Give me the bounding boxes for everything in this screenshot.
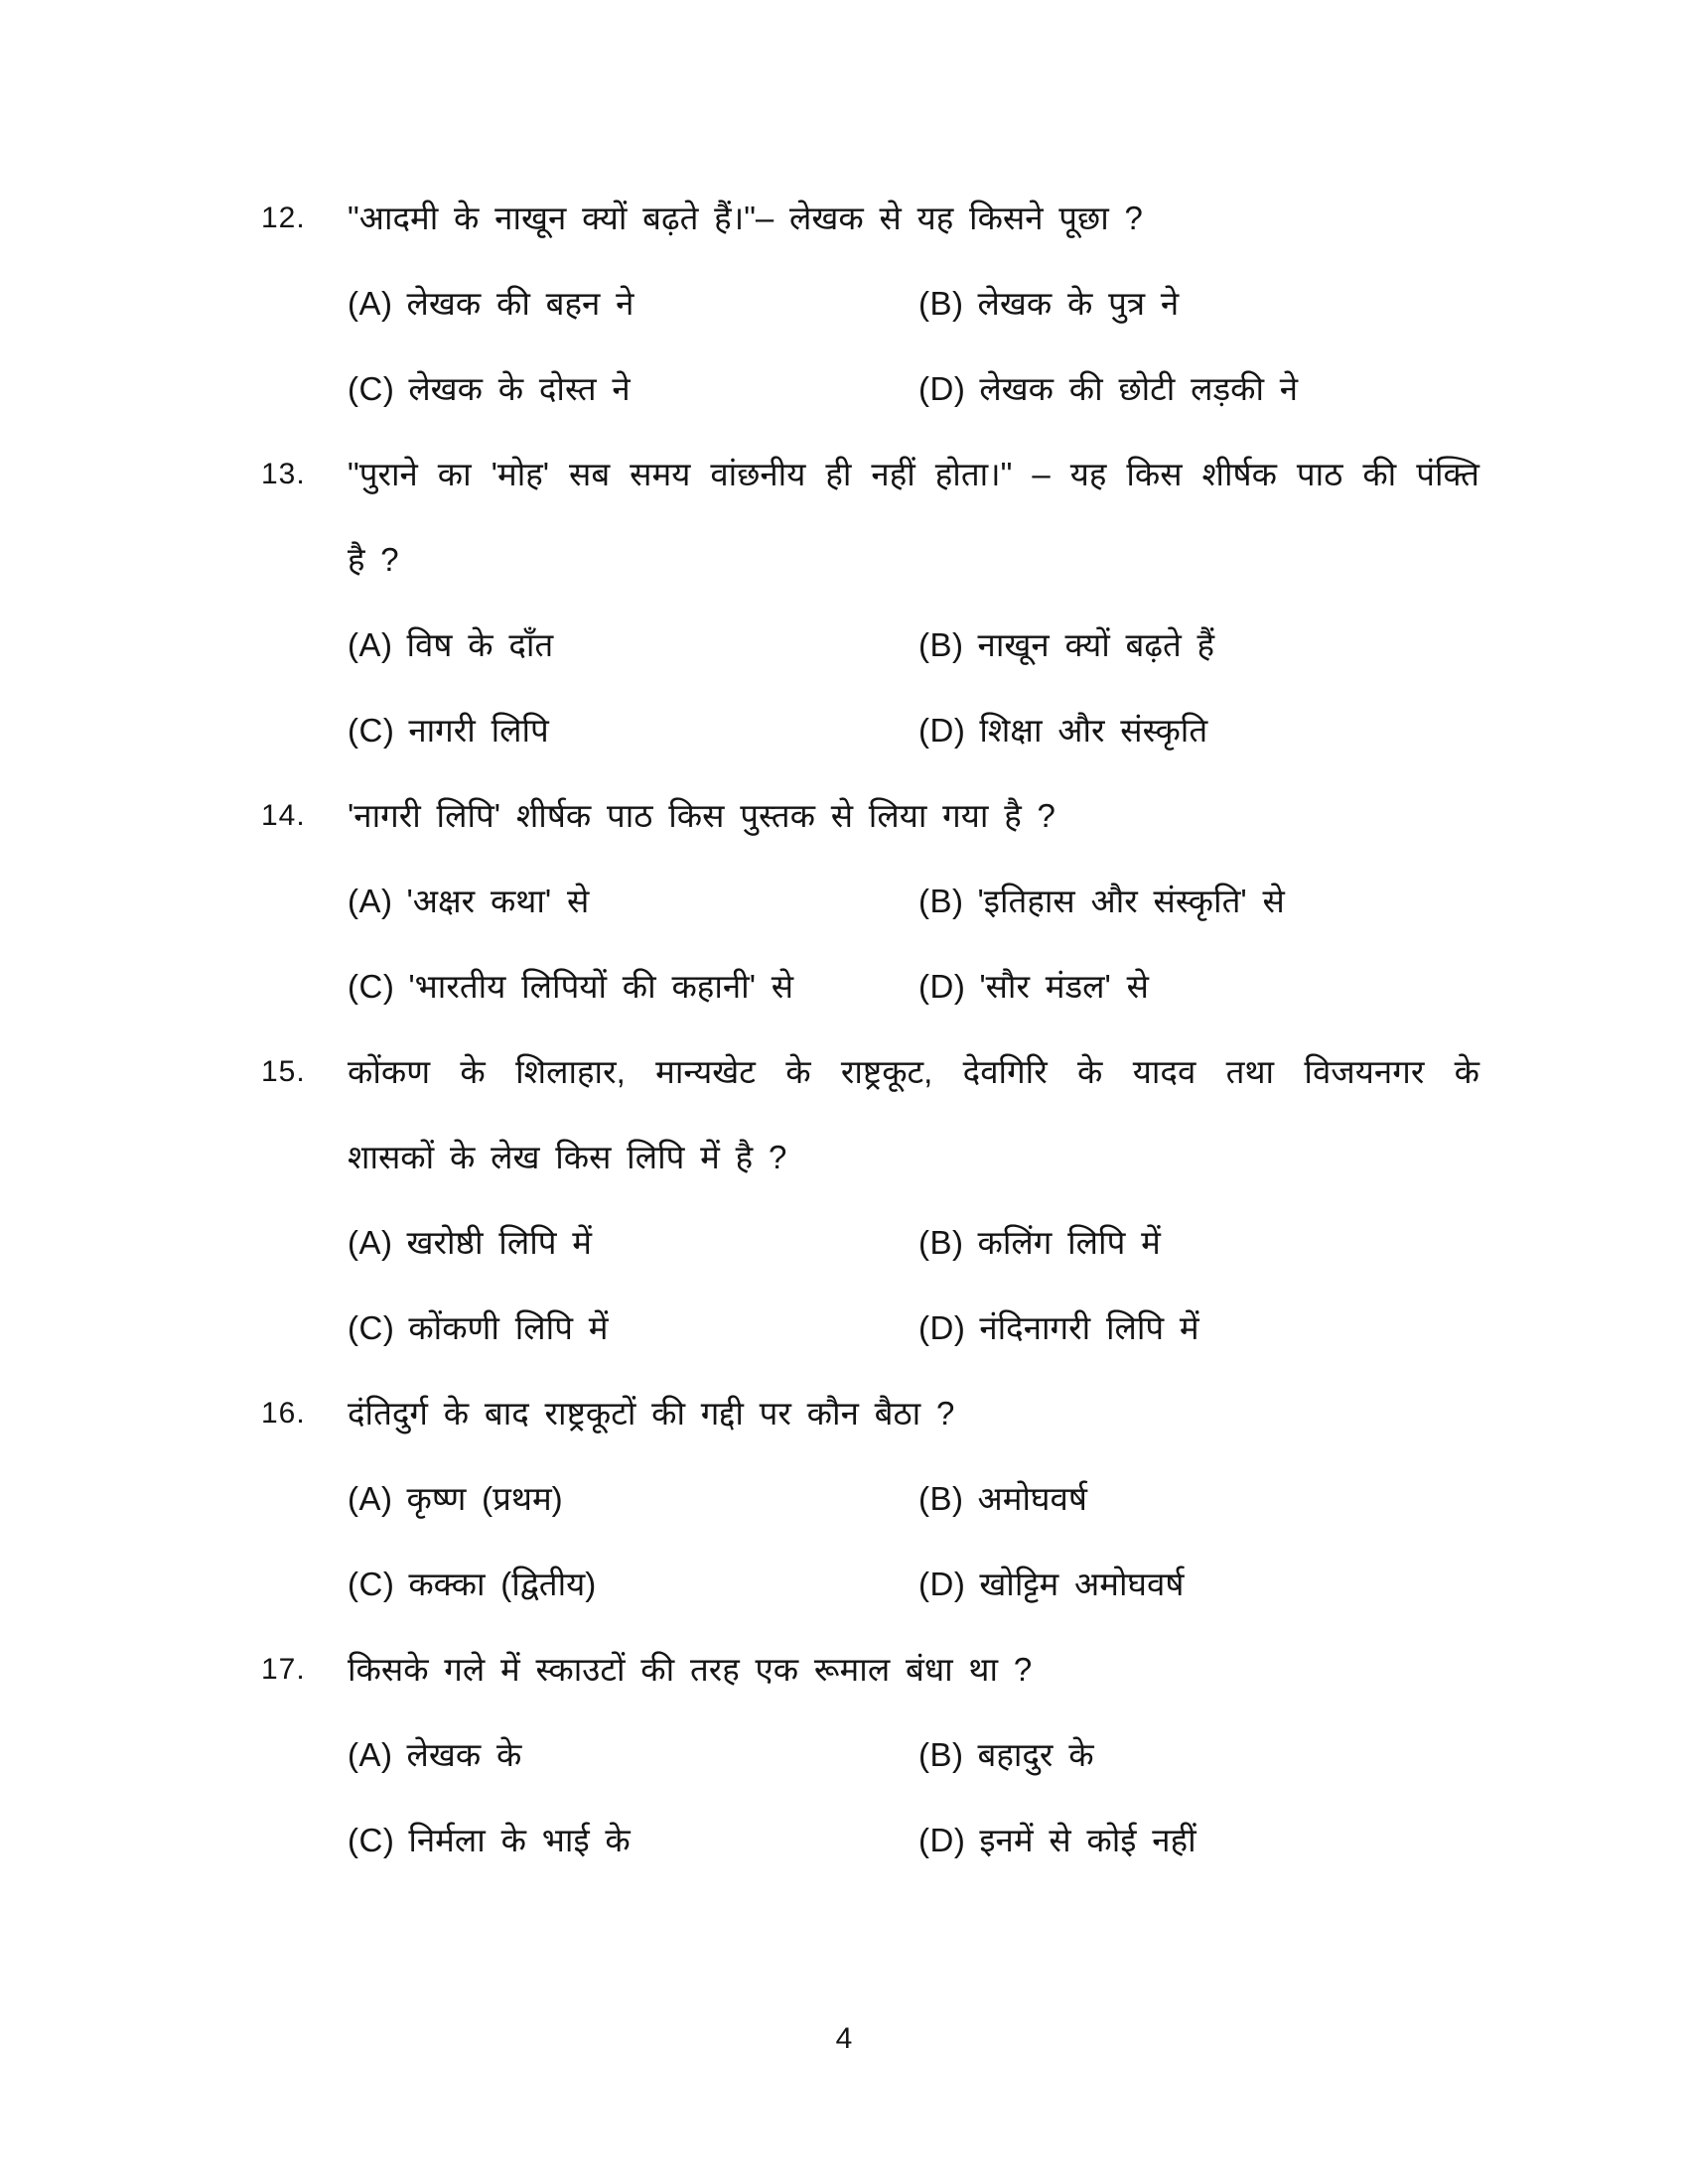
option-text: शिक्षा और संस्कृति [979, 712, 1208, 749]
option-text: लेखक के [406, 1736, 522, 1773]
question-text: दंतिदुर्ग के बाद राष्ट्रकूटों की गद्दी पर कौन बैठा ? [348, 1395, 955, 1432]
option-label: (C) [348, 1309, 395, 1346]
option-text: लेखक के दोस्त ने [408, 370, 631, 407]
option-d [918, 1814, 1479, 1866]
option-text: लेखक की बहन ने [406, 285, 634, 322]
options-group [348, 1728, 1479, 1866]
option-d [918, 960, 1479, 1013]
option-text: बहादुर के [977, 1736, 1094, 1773]
option-b [918, 277, 1479, 330]
question-14 [261, 789, 1479, 1013]
option-text: 'अक्षर कथा' से [406, 883, 590, 919]
option-b [918, 1728, 1479, 1781]
option-a [348, 875, 918, 927]
option-text: लेखक के पुत्र ने [977, 285, 1180, 322]
option-c [348, 362, 918, 415]
question-17 [261, 1643, 1479, 1866]
options-group [348, 618, 1479, 756]
option-text: निर्मला के भाई के [408, 1822, 631, 1858]
option-label: (A) [348, 1224, 393, 1261]
option-d [918, 704, 1479, 756]
option-d [918, 362, 1479, 415]
option-text: अमोघवर्ष [977, 1480, 1087, 1517]
question-text-line-2: है ? [348, 541, 399, 578]
option-c [348, 1558, 918, 1610]
question-text: कोंकण के शिलाहार, मान्यखेट के राष्ट्रकूट, देवगिरि के यादव तथा विजयनगर के [348, 1053, 1479, 1090]
option-label: (D) [918, 1309, 966, 1346]
option-b [918, 1216, 1479, 1269]
option-text: लेखक की छोटी लड़की ने [979, 370, 1299, 407]
page-number: 4 [835, 2022, 853, 2055]
question-text: "पुराने का 'मोह' सब समय वांछनीय ही नहीं होता।" – यह किस शीर्षक पाठ की पंक्ति [348, 456, 1479, 492]
option-label: (C) [348, 1566, 395, 1602]
option-label: (B) [918, 1480, 964, 1517]
option-text: नंदिनागरी लिपि में [979, 1309, 1199, 1346]
option-label: (C) [348, 1822, 395, 1858]
question-12 [261, 192, 1479, 415]
option-label: (B) [918, 285, 964, 322]
question-text: "आदमी के नाखून क्यों बढ़ते हैं।"– लेखक से यह किसने पूछा ? [348, 200, 1143, 236]
option-label: (B) [918, 883, 964, 919]
option-text: कृष्ण (प्रथम) [406, 1480, 563, 1517]
option-text: खोट्टिम अमोघवर्ष [979, 1566, 1185, 1602]
option-c [348, 1301, 918, 1354]
option-label: (D) [918, 968, 966, 1005]
option-label: (C) [348, 712, 395, 749]
question-15 [261, 1045, 1479, 1354]
option-text: 'इतिहास और संस्कृति' से [977, 883, 1285, 919]
option-label: (A) [348, 1736, 393, 1773]
option-text: नाखून क्यों बढ़ते हैं [977, 626, 1215, 663]
options-group [348, 1216, 1479, 1354]
option-label: (B) [918, 626, 964, 663]
option-text: इनमें से कोई नहीं [979, 1822, 1196, 1858]
options-group [348, 277, 1479, 415]
option-a [348, 277, 918, 330]
question-16 [261, 1387, 1479, 1610]
question-number: 16. [261, 1397, 306, 1430]
question-text: 'नागरी लिपि' शीर्षक पाठ किस पुस्तक से लिया गया है ? [348, 797, 1055, 834]
option-text: खरोष्ठी लिपि में [406, 1224, 593, 1261]
option-text: नागरी लिपि [408, 712, 549, 749]
option-label: (C) [348, 370, 395, 407]
option-text: 'भारतीय लिपियों की कहानी' से [408, 968, 794, 1005]
option-label: (C) [348, 968, 395, 1005]
option-label: (D) [918, 370, 966, 407]
question-number: 14. [261, 799, 306, 832]
option-label: (D) [918, 712, 966, 749]
option-a [348, 1472, 918, 1525]
option-label: (B) [918, 1736, 964, 1773]
question-number: 12. [261, 202, 306, 234]
option-label: (A) [348, 626, 393, 663]
option-text: विष के दाँत [406, 626, 554, 663]
option-d [918, 1301, 1479, 1354]
option-text: कक्का (द्वितीय) [408, 1566, 597, 1602]
option-b [918, 1472, 1479, 1525]
option-label: (B) [918, 1224, 964, 1261]
option-a [348, 1216, 918, 1269]
option-label: (A) [348, 883, 393, 919]
question-text: किसके गले में स्काउटों की तरह एक रूमाल बंधा था ? [348, 1651, 1033, 1688]
option-d [918, 1558, 1479, 1610]
option-text: कलिंग लिपि में [977, 1224, 1161, 1261]
option-a [348, 618, 918, 671]
option-label: (A) [348, 1480, 393, 1517]
options-group [348, 1472, 1479, 1610]
option-text: कोंकणी लिपि में [408, 1309, 609, 1346]
question-number: 13. [261, 458, 306, 490]
question-number: 15. [261, 1055, 306, 1088]
option-b [918, 618, 1479, 671]
options-group [348, 875, 1479, 1013]
option-text: 'सौर मंडल' से [979, 968, 1149, 1005]
option-c [348, 960, 918, 1013]
option-c [348, 1814, 918, 1866]
option-a [348, 1728, 918, 1781]
question-13 [261, 448, 1479, 756]
question-number: 17. [261, 1653, 306, 1686]
option-label: (A) [348, 285, 393, 322]
option-label: (D) [918, 1566, 966, 1602]
question-text-line-2: शासकों के लेख किस लिपि में है ? [348, 1139, 787, 1175]
option-c [348, 704, 918, 756]
option-label: (D) [918, 1822, 966, 1858]
option-b [918, 875, 1479, 927]
